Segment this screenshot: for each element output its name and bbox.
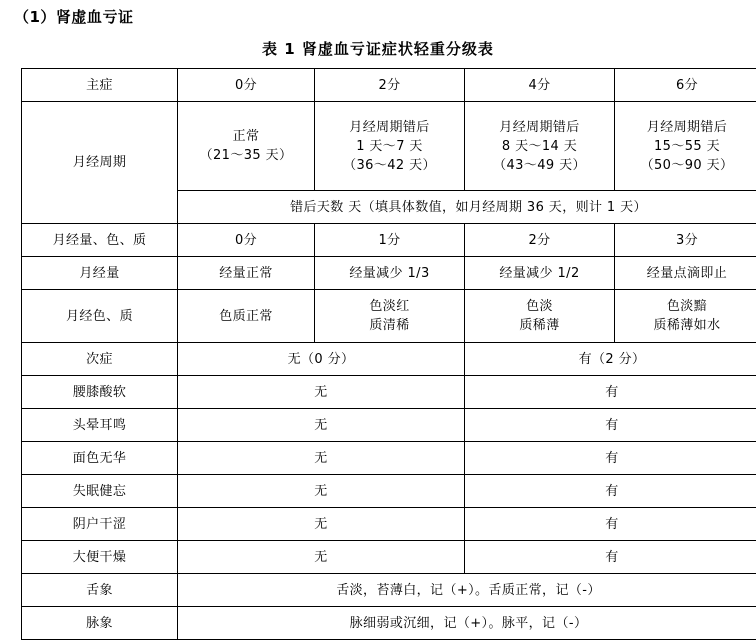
color-cell-score3-line1: 色淡黯 [617,297,756,316]
table-row-tongue [22,574,756,607]
secondary-symptom-absent: 无 [178,376,465,409]
secondary-symptom-present: 有 [465,376,756,409]
secondary-symptom-present: 有 [465,541,756,574]
quantity-header-score-3: 3分 [615,224,756,257]
row-label-pulse: 脉象 [22,607,178,640]
secondary-symptom-present: 有 [465,409,756,442]
cycle-cell-score2-line1: 月经周期错后 [317,118,462,137]
secondary-symptom-label: 面色无华 [22,442,178,475]
symptom-grading-table [21,68,756,640]
table-row-secondary-symptom [22,442,756,475]
color-cell-score1-line1: 色淡红 [317,297,462,316]
table-row-secondary-symptom [22,541,756,574]
cycle-cell-score2-line2: 1 天～7 天 [317,137,462,156]
cycle-cell-score0-line2: （21～35 天） [180,146,312,165]
section-heading: （1）肾虚血亏证 [0,0,756,27]
secondary-symptom-present: 有 [465,442,756,475]
color-cell-score2-line1: 色淡 [467,297,612,316]
header-score-2: 2分 [315,69,465,102]
volume-cell-score3: 经量点滴即止 [615,257,756,290]
secondary-symptom-label: 失眠健忘 [22,475,178,508]
row-label-menstrual-color-quality: 月经色、质 [22,290,178,343]
secondary-symptom-label: 腰膝酸软 [22,376,178,409]
table-title: 表 1 肾虚血亏证症状轻重分级表 [0,39,756,59]
table-container [0,68,756,640]
cycle-cell-score6-line2: 15～55 天 [617,137,756,156]
header-score-0: 0分 [178,69,315,102]
cycle-cell-score6-line1: 月经周期错后 [617,118,756,137]
color-cell-score1-line2: 质清稀 [317,316,462,335]
secondary-symptom-absent: 无 [178,409,465,442]
header-label-main-symptom: 主症 [22,69,178,102]
table-row-menstrual-color-quality [22,290,756,343]
color-cell-score1 [315,290,465,343]
secondary-symptom-label: 阴户干涩 [22,508,178,541]
table-row-secondary-symptom [22,475,756,508]
cycle-cell-score4-line1: 月经周期错后 [467,118,612,137]
table-row-pulse [22,607,756,640]
cycle-cell-score0-line1: 正常 [180,127,312,146]
table-row-menstrual-volume [22,257,756,290]
secondary-symptom-label: 大便干燥 [22,541,178,574]
table-row-quantity-header [22,224,756,257]
table-row-secondary-symptom [22,508,756,541]
cycle-cell-score6-line3: （50～90 天） [617,156,756,175]
cycle-cell-score2-line3: （36～42 天） [317,156,462,175]
volume-cell-score2: 经量减少 1/2 [465,257,615,290]
row-label-menstrual-cycle: 月经周期 [22,102,178,224]
table-row-secondary-header [22,343,756,376]
volume-cell-score0: 经量正常 [178,257,315,290]
color-cell-score2-line2: 质稀薄 [467,316,612,335]
tongue-description: 舌淡，苔薄白，记（+）。舌质正常，记（-） [178,574,756,607]
secondary-symptom-absent: 无 [178,508,465,541]
secondary-symptom-present: 有 [465,508,756,541]
cycle-cell-score4-line2: 8 天～14 天 [467,137,612,156]
cycle-cell-score4 [465,102,615,191]
color-cell-score3-line2: 质稀薄如水 [617,316,756,335]
row-label-tongue: 舌象 [22,574,178,607]
secondary-symptom-absent: 无 [178,541,465,574]
cycle-cell-score0 [178,102,315,191]
table-row-menstrual-cycle [22,102,756,191]
quantity-header-score-0: 0分 [178,224,315,257]
cycle-cell-score2 [315,102,465,191]
color-cell-score3 [615,290,756,343]
table-row-secondary-symptom [22,409,756,442]
secondary-symptom-present: 有 [465,475,756,508]
quantity-header-score-1: 1分 [315,224,465,257]
row-label-menstrual-volume: 月经量 [22,257,178,290]
secondary-symptom-label: 头晕耳鸣 [22,409,178,442]
header-label-quantity-color-quality: 月经量、色、质 [22,224,178,257]
pulse-description: 脉细弱或沉细，记（+）。脉平，记（-） [178,607,756,640]
secondary-header-absent: 无（0 分） [178,343,465,376]
cycle-cell-score4-line3: （43～49 天） [467,156,612,175]
cycle-note-text: 错后天数 天（填具体数值，如月经周期 36 天，则计 1 天） [178,191,756,224]
secondary-symptom-absent: 无 [178,442,465,475]
table-row-secondary-symptom [22,376,756,409]
color-cell-score0: 色质正常 [178,290,315,343]
table-row-header [22,69,756,102]
header-score-4: 4分 [465,69,615,102]
secondary-header-present: 有（2 分） [465,343,756,376]
secondary-symptom-absent: 无 [178,475,465,508]
volume-cell-score1: 经量减少 1/3 [315,257,465,290]
quantity-header-score-2: 2分 [465,224,615,257]
header-label-secondary-symptom: 次症 [22,343,178,376]
header-score-6: 6分 [615,69,756,102]
color-cell-score2 [465,290,615,343]
cycle-cell-score6 [615,102,756,191]
